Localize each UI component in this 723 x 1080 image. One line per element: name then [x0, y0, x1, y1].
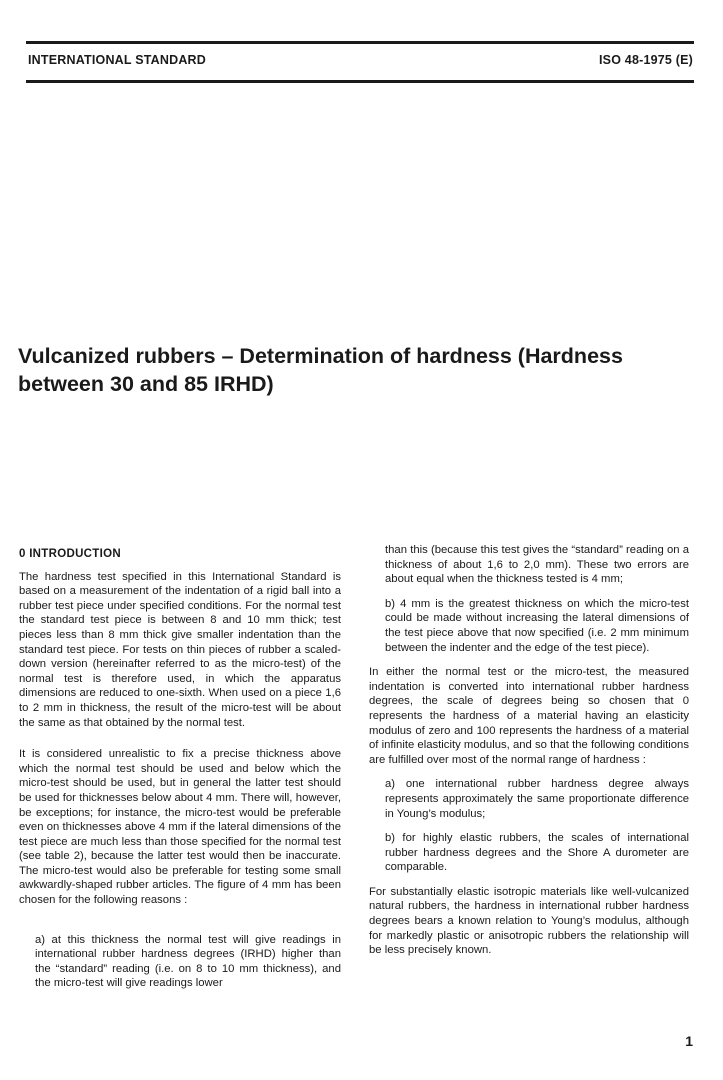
intro-paragraph-1: The hardness test specified in this International Standard is based on a measurement of the indentation of a rigid ball into a rubber test piece under specified conditions. For the normal test the standard test piece is between 8 and 10 mm thick; test pieces less than 8 mm thick give smaller indentation than the standard test piece. For tests on thin pieces of rubber a scaled-down version (hereinafter referred to as the micro-test) of the normal test is therefore used, in which the apparatus dimensions are reduced to one-sixth. When used on a piece 1,6 to 2 mm in thickness, the result of the micro-test will be about the same as that obtained by the normal test. — [19, 570, 341, 729]
intro-paragraph-3: In either the normal test or the micro-test, the measured indentation is converted into international rubber hardness degrees, the scale of degrees being so chosen that 0 represents the hardness of a material having an elasticity modulus of zero and 100 represents the hardness of a material of infinite elasticity modulus, and so that the following conditions are fulfilled over most of the normal range of hardness : — [369, 666, 689, 766]
intro-paragraph-4: For substantially elastic isotropic materials like well-vulcanized natural rubbers, the hardness in international rubber hardness degrees bears a known relation to Young’s modulus, although for markedly plastic or anisotropic rubbers the relationship will be less precisely known. — [369, 885, 689, 957]
condition-item-a: a) one international rubber hardness degree always represents approximately the same proportionate difference in Young’s modulus; — [385, 778, 689, 820]
document-title — [18, 342, 708, 398]
left-column — [19, 547, 341, 991]
header-standard-number: ISO 48-1975 (E) — [598, 53, 693, 67]
header-rule-bottom — [26, 80, 694, 83]
reason-item-a: a) at this thickness the normal test will give readings in international rubber hardness degrees (IRHD) higher than the “standard” reading (i.e. on 8 to 10 mm thickness), and the micro-test will give readings lower — [35, 933, 341, 990]
header-document-type: INTERNATIONAL STANDARD — [28, 53, 207, 67]
reason-item-a-continued: than this (because this test gives the “standard” reading on a thickness of about 1,6 to 2,0 mm). These two errors are about equal when the thickness tested is 4 mm; — [385, 544, 689, 586]
intro-paragraph-2: It is considered unrealistic to fix a precise thickness above which the normal test should be used and below which the micro-test should be used, but in general the latter test should be used for thicknesses below about 4 mm. There will, however, be exceptions; for instance, the micro-test would be preferable even on thicknesses above 4 mm if the lateral dimensions of the test piece are much less than those specified for the normal test (see table 2), because the latter test would then be inaccurate. The micro-test would also be preferable for testing some small awkwardly-shaped rubber articles. The figure of 4 mm has been chosen for the following reasons : — [19, 748, 341, 907]
header-rule-top — [26, 41, 694, 44]
title-line-1: Vulcanized rubbers – Determination of hardness (Hardness — [18, 344, 623, 368]
reason-item-b: b) 4 mm is the greatest thickness on which the micro-test could be made without increasing the lateral dimensions of the test piece above that now specified (i.e. 2 mm minimum between the indenter and the edge of the test piece). — [385, 597, 689, 654]
right-column — [369, 543, 689, 958]
page-number: 1 — [685, 1033, 693, 1049]
title-line-2: between 30 and 85 IRHD) — [18, 372, 274, 396]
condition-item-b: b) for highly elastic rubbers, the scales of international rubber hardness degrees and the Shore A durometer are comparable. — [385, 832, 689, 874]
section-heading-introduction: 0 INTRODUCTION — [19, 548, 121, 560]
